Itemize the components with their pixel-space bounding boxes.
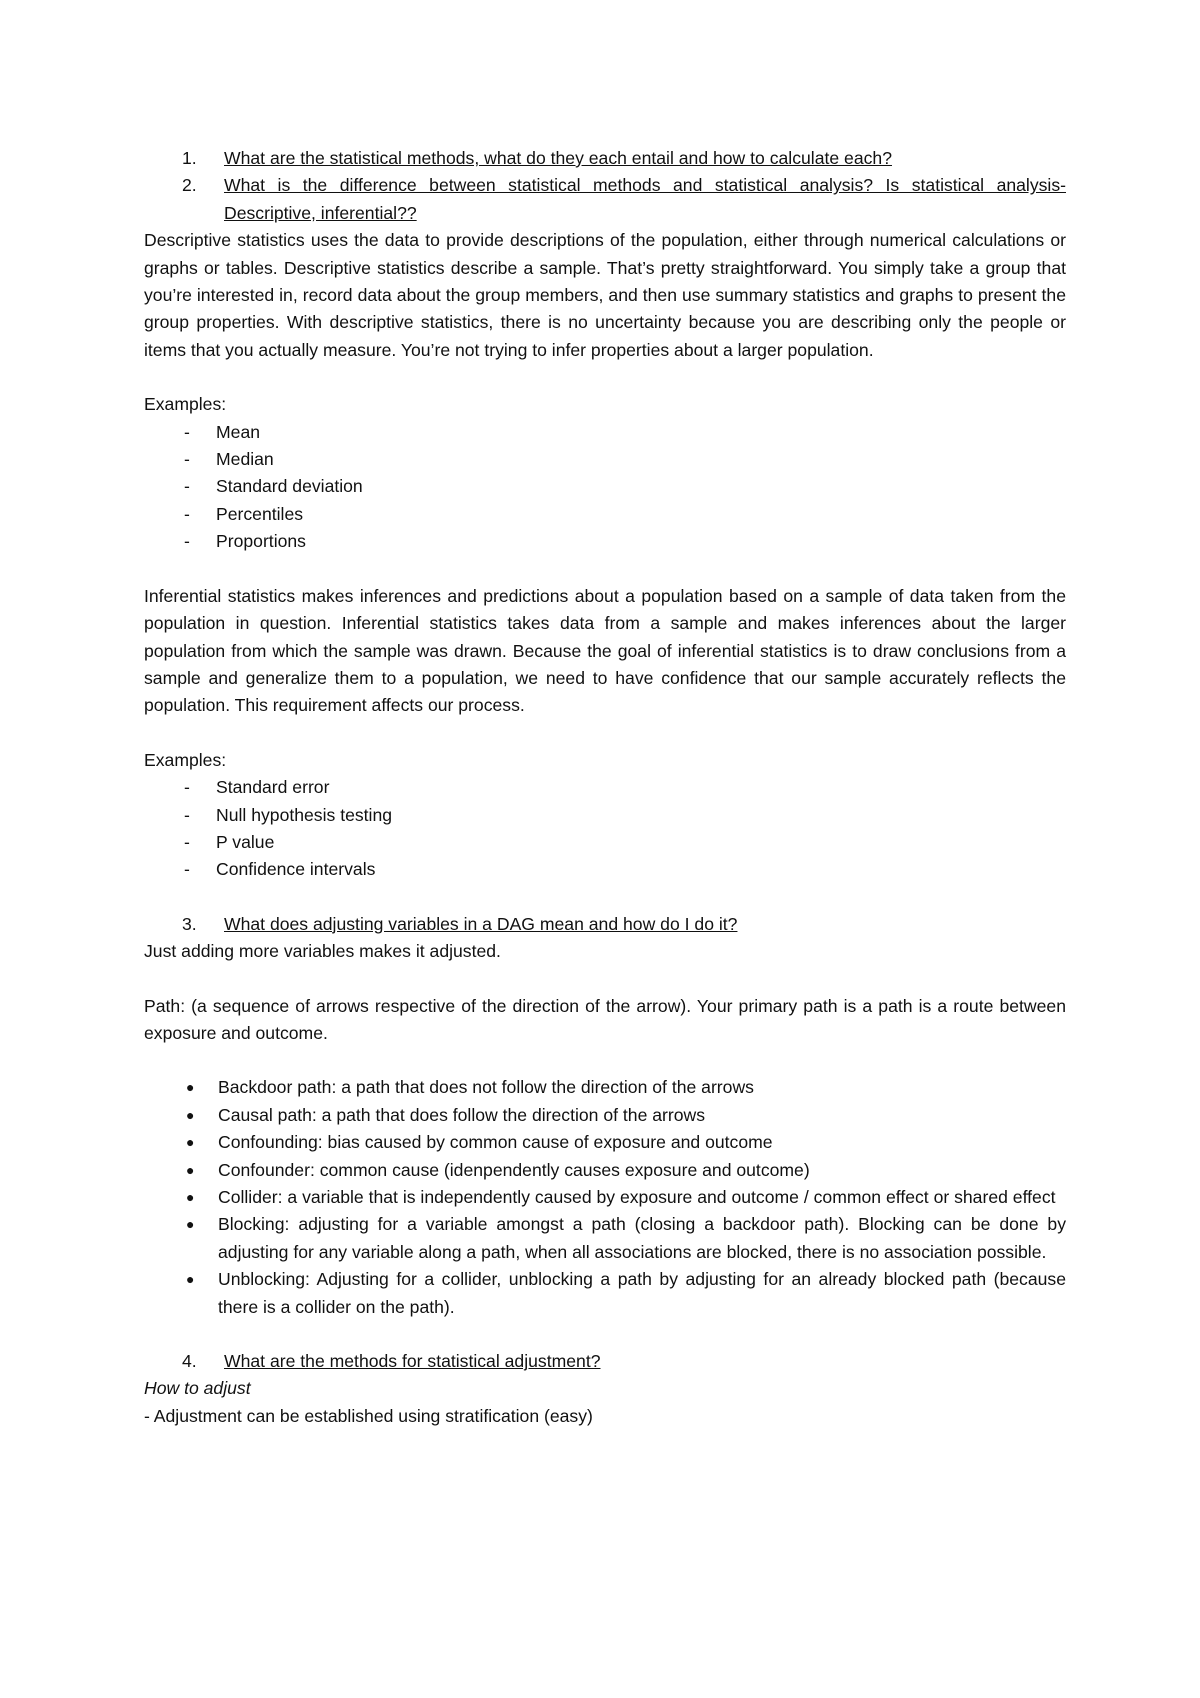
list-item-text: Standard error (216, 777, 330, 798)
dash-mark: - (184, 804, 190, 825)
question-text: What are the statistical methods, what do they each entail and how to calculate each? (224, 148, 892, 168)
question-number: 3. (182, 913, 197, 934)
bullet-mark: ● (186, 1271, 195, 1288)
list-item-text: Proportions (216, 531, 306, 552)
bullet-mark: ● (186, 1189, 195, 1205)
bullet-mark: ● (186, 1106, 195, 1123)
dash-mark: - (184, 476, 190, 497)
dash-mark: - (184, 421, 190, 442)
bullet-mark: ● (186, 1216, 195, 1233)
question-1 (144, 145, 1066, 172)
dash-mark: - (184, 449, 190, 470)
list-item-text: Blocking: adjusting for a variable amongst a path (closing a backdoor path). Blocking can be done by adjusting for any variable along a path, when all associations are blocked, there is no association possible. (218, 1214, 1066, 1262)
question-4 (144, 1348, 1066, 1375)
question-text: What is the difference between statistical methods and statistical analysis? Is statistical analysis- Descriptive, inferential?? (224, 175, 1066, 223)
list-item (144, 473, 1066, 500)
list-item-text: Mean (216, 421, 261, 442)
list-item-text: Collider: a variable that is independently caused by exposure and outcome / common effect or shared effect (218, 1187, 1056, 1207)
list-item-text: Backdoor path: a path that does not follow the direction of the arrows (218, 1077, 754, 1098)
list-item-text: Unblocking: Adjusting for a collider, unblocking a path by adjusting for an already blocked path (because there is a collider on the path). (218, 1269, 1066, 1317)
list-item-text: Confounding: bias caused by common cause of exposure and outcome (218, 1132, 773, 1153)
dash-mark: - (184, 831, 190, 852)
list-item-text: P value (216, 831, 275, 852)
dash-mark: - (184, 859, 190, 880)
path-definition: Path: (a sequence of arrows respective of the direction of the arrow). Your primary path is a path is a route between exposure and outcome. (144, 995, 1066, 1043)
list-item (144, 528, 1066, 555)
question-text: What does adjusting variables in a DAG mean and how do I do it? (224, 913, 738, 934)
dash-mark: - (184, 503, 190, 524)
list-item-text: Percentiles (216, 503, 304, 524)
dag-terms-list (144, 1074, 1066, 1321)
question-2 (144, 172, 1066, 227)
question-3 (144, 911, 1066, 938)
question-number: 4. (182, 1351, 197, 1372)
question-text: What are the methods for statistical adjustment? (224, 1351, 601, 1372)
how-to-adjust-heading: How to adjust (144, 1378, 251, 1399)
inferential-paragraph: Inferential statistics makes inferences and predictions about a population based on a sample of data taken from the population in question. Inferential statistics takes data from a sample and makes inferences about the larger population from which the sample was drawn. Because the goal of inferential statistics is to draw conclusions from a sample and generalize them to a population, we need to have confidence that our sample accurately reflects the population. This requirement affects our process. (144, 585, 1066, 716)
dash-mark: - (184, 531, 190, 552)
list-item (144, 856, 1066, 883)
question-number: 1. (182, 148, 197, 168)
list-item-text: Confidence intervals (216, 859, 376, 880)
list-item (144, 1074, 1066, 1101)
list-item (144, 1129, 1066, 1156)
adjustment-line: - Adjustment can be established using stratification (easy) (144, 1405, 593, 1426)
bullet-mark: ● (186, 1134, 195, 1151)
descriptive-examples-list (144, 419, 1066, 556)
list-item (144, 1157, 1066, 1184)
dag-answer: Just adding more variables makes it adjusted. (144, 941, 501, 962)
list-item (144, 419, 1066, 446)
list-item (144, 1211, 1066, 1266)
inferential-examples-list (144, 774, 1066, 884)
list-item-text: Confounder: common cause (idenpendently causes exposure and outcome) (218, 1159, 810, 1180)
list-item (144, 446, 1066, 473)
list-item-text: Standard deviation (216, 476, 363, 497)
list-item-text: Null hypothesis testing (216, 804, 393, 825)
examples-label: Examples: (144, 749, 227, 770)
list-item (144, 1102, 1066, 1129)
bullet-mark: ● (186, 1161, 195, 1178)
list-item (144, 501, 1066, 528)
list-item (144, 1266, 1066, 1321)
list-item-text: Median (216, 449, 274, 470)
list-item (144, 829, 1066, 856)
list-item-text: Causal path: a path that does follow the direction of the arrows (218, 1104, 706, 1125)
bullet-mark: ● (186, 1079, 195, 1096)
list-item (144, 774, 1066, 801)
question-number: 2. (182, 175, 197, 196)
dash-mark: - (184, 777, 190, 798)
list-item (144, 802, 1066, 829)
examples-label: Examples: (144, 394, 227, 415)
list-item (144, 1184, 1066, 1211)
descriptive-paragraph: Descriptive statistics uses the data to provide descriptions of the population, either through numerical calculations or graphs or tables. Descriptive statistics describe a sample. That’s pretty straightforward. You simply take a group that you’re interested in, record data about the group members, and then use summary statistics and graphs to present the group properties. With descriptive statistics, there is no uncertainty because you are describing only the people or items that you actually measure. You’re not trying to infer properties about a larger population. (144, 230, 1066, 360)
